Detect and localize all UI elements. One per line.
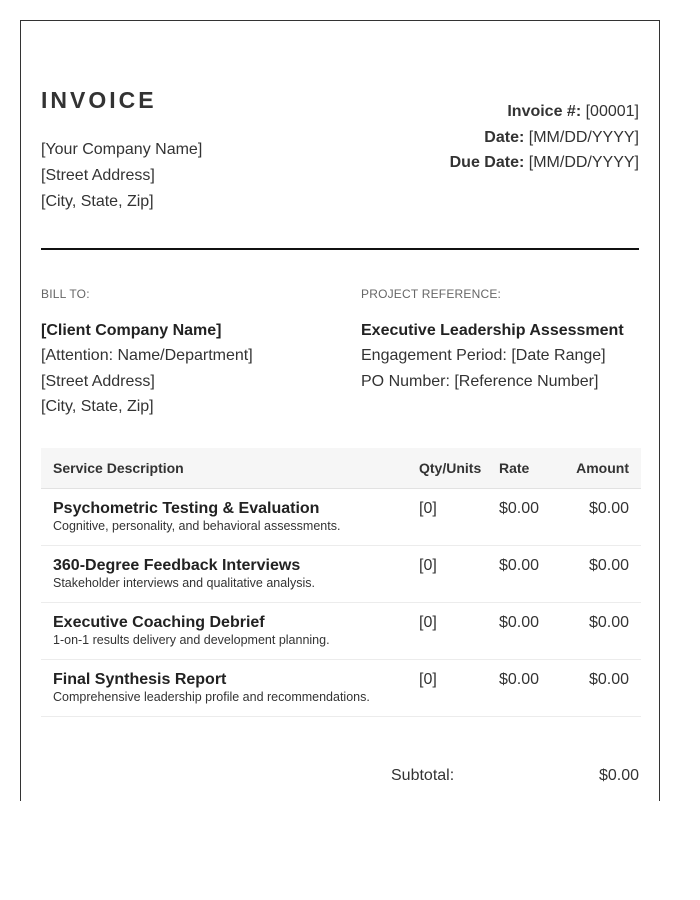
amount-cell: $0.00: [559, 603, 641, 660]
service-cell: [41, 603, 415, 660]
rate-cell: $0.00: [489, 660, 559, 717]
bill-to-label: BILL TO:: [41, 287, 90, 301]
service-detail: Comprehensive leadership profile and recommendations.: [53, 690, 370, 704]
service-detail: Stakeholder interviews and qualitative analysis.: [53, 576, 315, 590]
header-service-description: Service Description: [41, 448, 415, 489]
client-attention: [Attention: Name/Department]: [41, 347, 253, 364]
due-date-value: [MM/DD/YYYY]: [528, 154, 639, 171]
header-divider: [41, 248, 639, 250]
service-name: 360-Degree Feedback Interviews: [53, 557, 301, 574]
qty-cell: [0]: [415, 546, 489, 603]
invoice-due-date: [450, 150, 639, 176]
table-row: [41, 660, 641, 717]
qty-cell: [0]: [415, 660, 489, 717]
service-name: Final Synthesis Report: [53, 671, 227, 688]
invoice-content: [41, 21, 639, 801]
sender-address: [41, 137, 202, 215]
service-name: Executive Coaching Debrief: [53, 614, 265, 631]
bill-to-block: [41, 282, 341, 420]
invoice-date: [450, 125, 639, 151]
qty-cell: [0]: [415, 603, 489, 660]
header-rate: Rate: [489, 448, 559, 489]
line-items-table: [41, 448, 641, 717]
invoice-title: INVOICE: [41, 87, 157, 113]
service-cell: [41, 660, 415, 717]
sender-street: [Street Address]: [41, 167, 155, 184]
invoice-date-value: [MM/DD/YYYY]: [528, 128, 639, 146]
engagement-period: Engagement Period: [Date Range]: [361, 347, 606, 364]
qty-cell: [0]: [415, 489, 489, 546]
amount-cell: $0.00: [559, 546, 641, 603]
table-header-row: [41, 448, 641, 489]
po-number: PO Number: [Reference Number]: [361, 372, 599, 390]
table-row: [41, 546, 641, 603]
service-cell: [41, 489, 415, 546]
table-row: [41, 603, 641, 660]
client-street: [Street Address]: [41, 372, 155, 390]
amount-cell: $0.00: [559, 660, 641, 717]
service-cell: [41, 546, 415, 603]
project-reference-block: [361, 282, 661, 394]
subtotal-value: $0.00: [598, 767, 639, 784]
project-name: Executive Leadership Assessment: [361, 321, 624, 339]
sender-city: [City, State, Zip]: [41, 193, 154, 210]
service-detail: 1-on-1 results delivery and development planning.: [53, 633, 330, 647]
sender-company-name: [Your Company Name]: [41, 141, 203, 158]
subtotal-label: Subtotal:: [391, 767, 455, 784]
due-date-label: Due Date:: [449, 154, 525, 171]
service-detail: Cognitive, personality, and behavioral assessments.: [53, 519, 341, 533]
header-amount: Amount: [559, 448, 641, 489]
invoice-number-label: Invoice #:: [507, 103, 582, 120]
client-city: [City, State, Zip]: [41, 398, 154, 415]
invoice-date-label: Date:: [484, 128, 525, 146]
header-qty: Qty/Units: [415, 448, 489, 489]
invoice-number-value: [00001]: [585, 103, 639, 120]
amount-cell: $0.00: [559, 489, 641, 546]
table-row: [41, 489, 641, 546]
rate-cell: $0.00: [489, 603, 559, 660]
project-reference-label: PROJECT REFERENCE:: [361, 287, 502, 301]
invoice-number: [450, 99, 639, 125]
service-name: Psychometric Testing & Evaluation: [53, 500, 320, 517]
invoice-page: [20, 20, 660, 801]
client-company-name: [Client Company Name]: [41, 321, 222, 339]
rate-cell: $0.00: [489, 546, 559, 603]
invoice-meta: [450, 99, 639, 176]
rate-cell: $0.00: [489, 489, 559, 546]
